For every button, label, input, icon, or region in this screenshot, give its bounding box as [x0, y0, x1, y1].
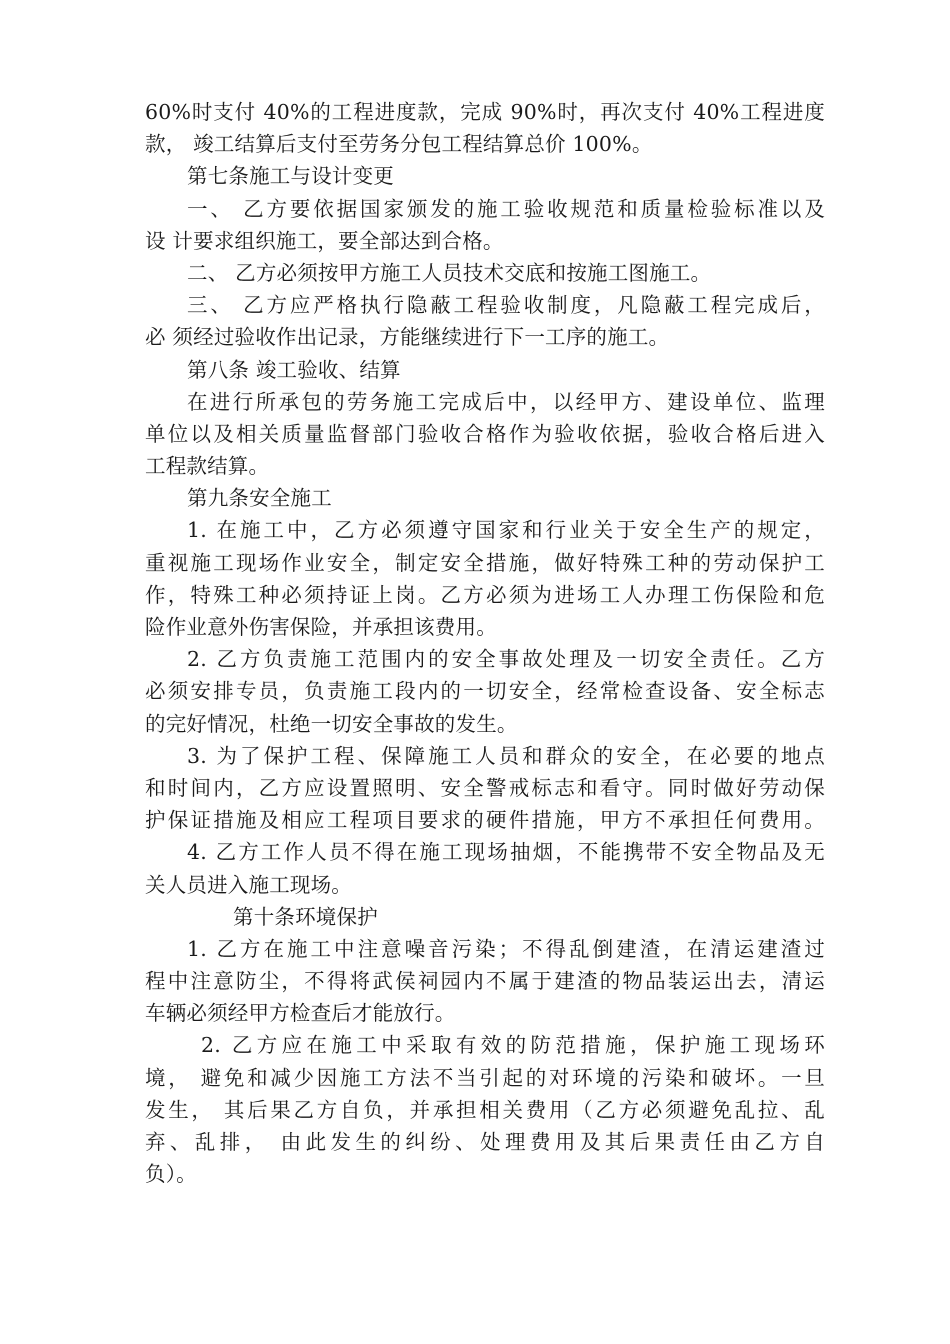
- payment-line-2: 款， 竣工结算后支付至劳务分包工程结算总价 100%。: [145, 132, 653, 157]
- article-9-item-1-line-1: 1. 在施工中，乙方必须遵守国家和行业关于安全生产的规定，: [187, 518, 825, 543]
- article-9-item-1-line-2: 重视施工现场作业安全，制定安全措施，做好特殊工种的劳动保护工: [145, 550, 825, 575]
- article-7-heading: 第七条施工与设计变更: [187, 164, 394, 189]
- article-9-item-4-line-1: 4. 乙方工作人员不得在施工现场抽烟，不能携带不安全物品及无: [187, 840, 825, 865]
- article-9-item-4-line-2: 关人员进入施工现场。: [145, 872, 352, 897]
- article-10-item-1-line-1: 1. 乙方在施工中注意噪音污染；不得乱倒建渣，在清运建渣过: [187, 936, 825, 961]
- article-10-item-1-line-2: 程中注意防尘，不得将武侯祠园内不属于建渣的物品装运出去，清运: [145, 969, 825, 994]
- article-9-item-2-line-1: 2. 乙方负责施工范围内的安全事故处理及一切安全责任。乙方: [187, 647, 825, 672]
- article-10-item-2-line-5: 负）。: [145, 1162, 197, 1187]
- article-8-para-line-3: 工程款结算。: [145, 454, 270, 479]
- article-10-item-2-line-2: 境， 避免和减少因施工方法不当引起的对环境的污染和破坏。一旦: [145, 1065, 825, 1090]
- article-8-para-line-2: 单位以及相关质量监督部门验收合格作为验收依据，验收合格后进入: [145, 421, 825, 446]
- article-9-heading: 第九条安全施工: [187, 486, 332, 511]
- article-9-item-1-line-4: 险作业意外伤害保险，并承担该费用。: [145, 615, 497, 639]
- payment-line-1: 60%时支付 40%的工程进度款，完成 90%时，再次支付 40%工程进度: [145, 100, 825, 124]
- article-10-item-1-line-3: 车辆必须经甲方检查后才能放行。: [145, 1001, 456, 1026]
- article-7-item-3-line-2: 必 须经过验收作出记录，方能继续进行下一工序的施工。: [145, 325, 670, 350]
- article-10-item-2-line-3: 发生， 其后果乙方自负，并承担相关费用（乙方必须避免乱拉、乱: [145, 1097, 825, 1122]
- article-10-item-2-line-4: 弃、乱排， 由此发生的纠纷、处理费用及其后果责任由乙方自: [145, 1130, 825, 1154]
- article-9-item-3-line-1: 3. 为了保护工程、保障施工人员和群众的安全，在必要的地点: [187, 743, 825, 768]
- article-7-item-2: 二、 乙方必须按甲方施工人员技术交底和按施工图施工。: [187, 260, 712, 285]
- article-9-item-2-line-3: 的完好情况，杜绝一切安全事故的发生。: [145, 711, 518, 736]
- article-8-para-line-1: 在进行所承包的劳务施工完成后中，以经甲方、建设单位、监理: [187, 389, 825, 414]
- article-7-item-1-line-2: 设 计要求组织施工，要全部达到合格。: [145, 228, 504, 253]
- document-page: [145, 96, 825, 1190]
- article-7-item-1-line-1: 一、 乙方要依据国家颁发的施工验收规范和质量检验标准以及: [187, 196, 825, 221]
- article-9-item-1-line-3: 作，特殊工种必须持证上岗。乙方必须为进场工人办理工伤保险和危: [145, 582, 825, 607]
- article-9-item-3-line-3: 护保证措施及相应工程项目要求的硬件措施，甲方不承担任何费用。: [145, 808, 825, 833]
- article-10-item-2-line-1: 2. 乙方应在施工中采取有效的防范措施，保护施工现场环: [201, 1033, 825, 1058]
- article-10-heading: 第十条环境保护: [233, 904, 378, 929]
- article-7-item-3-line-1: 三、 乙方应严格执行隐蔽工程验收制度，凡隐蔽工程完成后，: [187, 293, 825, 318]
- article-8-heading: 第八条 竣工验收、结算: [187, 357, 401, 382]
- article-9-item-3-line-2: 和时间内，乙方应设置照明、安全警戒标志和看守。同时做好劳动保: [145, 775, 825, 800]
- article-9-item-2-line-2: 必须安排专员，负责施工段内的一切安全，经常检查设备、安全标志: [145, 679, 825, 704]
